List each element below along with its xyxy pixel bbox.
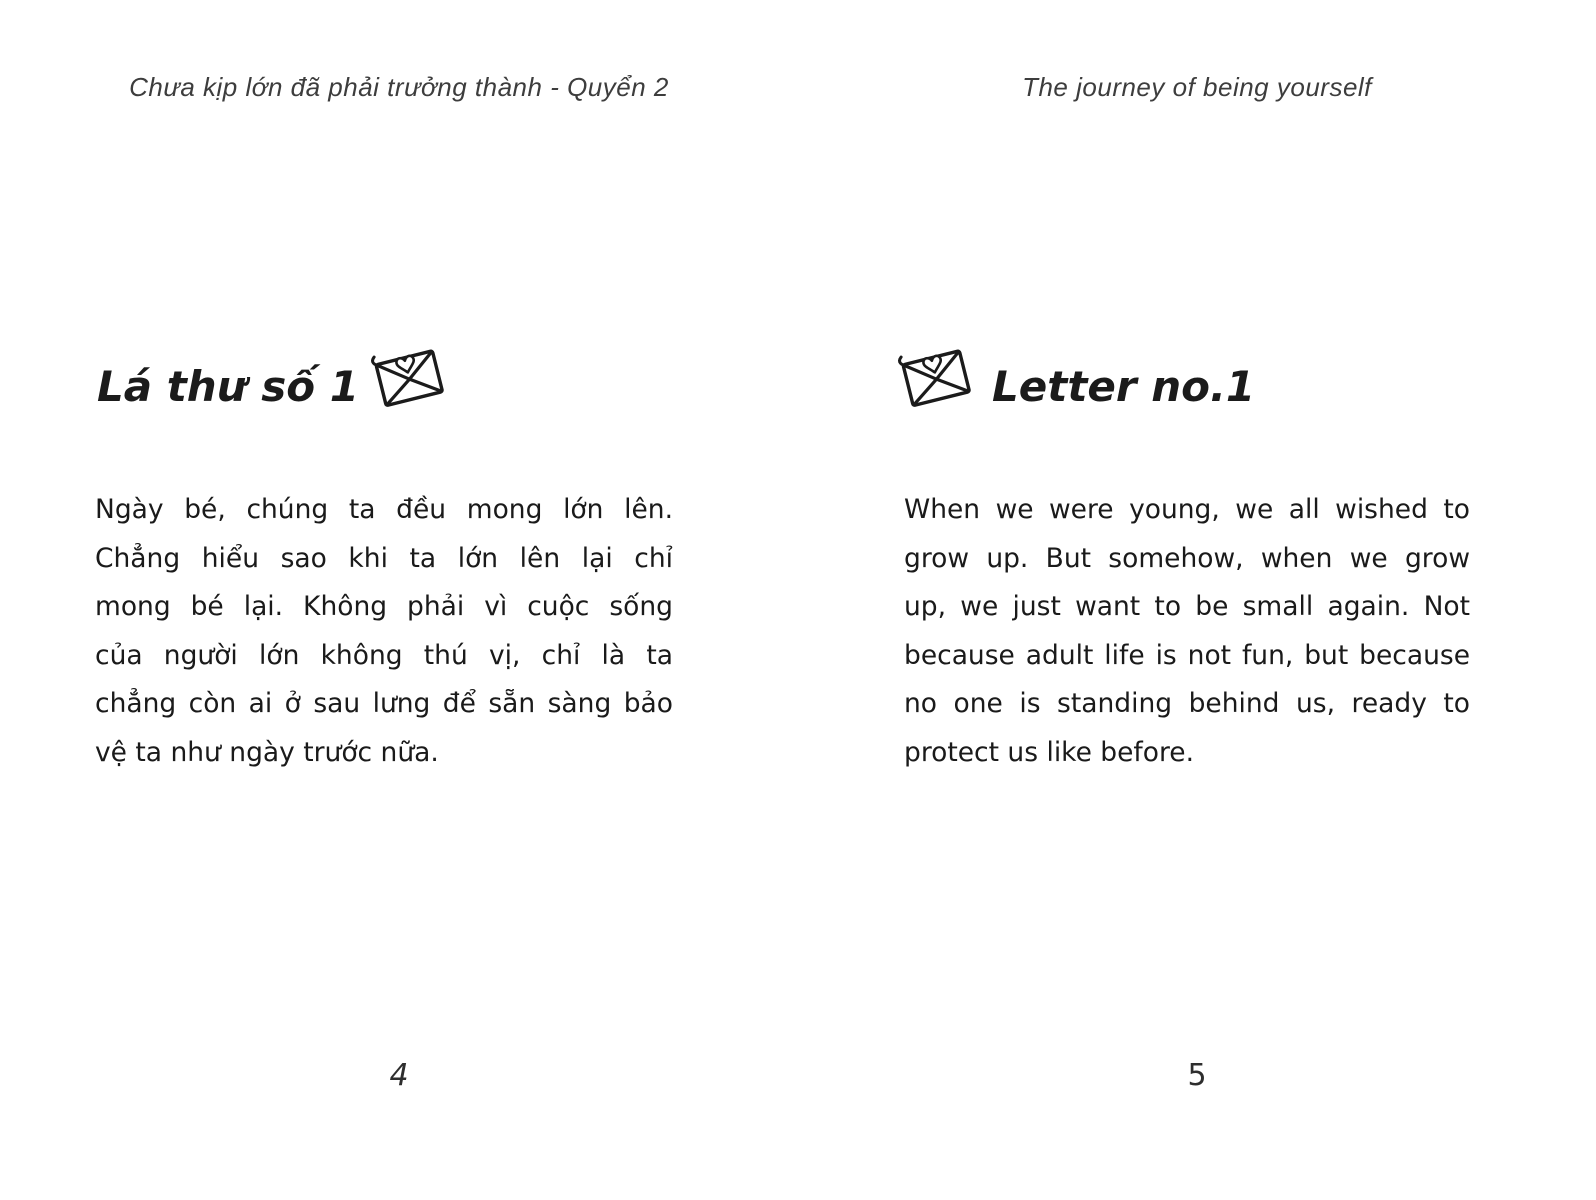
chapter-title-row-left (97, 340, 451, 412)
chapter-title-left: Lá thư số 1 (97, 362, 359, 411)
chapter-title-row-right (900, 340, 1255, 412)
envelope-heart-icon (900, 340, 978, 412)
text-line: because adult life is not fun, but because (904, 639, 1470, 671)
text-line: Ngày bé, chúng ta đều mong lớn lên. (95, 494, 673, 525)
running-header-left: Chưa kịp lớn đã phải trưởng thành - Quyển 2 (129, 72, 669, 102)
running-header-right: The journey of being yourself (1022, 72, 1372, 102)
text-line: up, we just want to be small again. Not (904, 591, 1470, 622)
body-paragraph-left (95, 486, 673, 777)
text-line: vệ ta như ngày trước nữa. (95, 736, 439, 768)
envelope-heart-icon (373, 340, 451, 412)
chapter-title-right: Letter no.1 (992, 362, 1256, 411)
page-number-right: 5 (1187, 1058, 1207, 1093)
text-line: Chẳng hiểu sao khi ta lớn lên lại chỉ (95, 542, 673, 574)
text-line: chẳng còn ai ở sau lưng để sẵn sàng bảo (95, 688, 673, 719)
text-line: của người lớn không thú vị, chỉ là ta (95, 639, 673, 671)
text-line: grow up. But somehow, when we grow (904, 542, 1470, 574)
text-line: protect us like before. (904, 736, 1195, 768)
text-line: no one is standing behind us, ready to (904, 688, 1470, 719)
text-line: When we were young, we all wished to (904, 494, 1470, 525)
right-page (798, 0, 1596, 1200)
body-paragraph-right (904, 486, 1470, 777)
text-line: mong bé lại. Không phải vì cuộc sống (95, 591, 673, 622)
page-number-left: 4 (389, 1058, 409, 1093)
